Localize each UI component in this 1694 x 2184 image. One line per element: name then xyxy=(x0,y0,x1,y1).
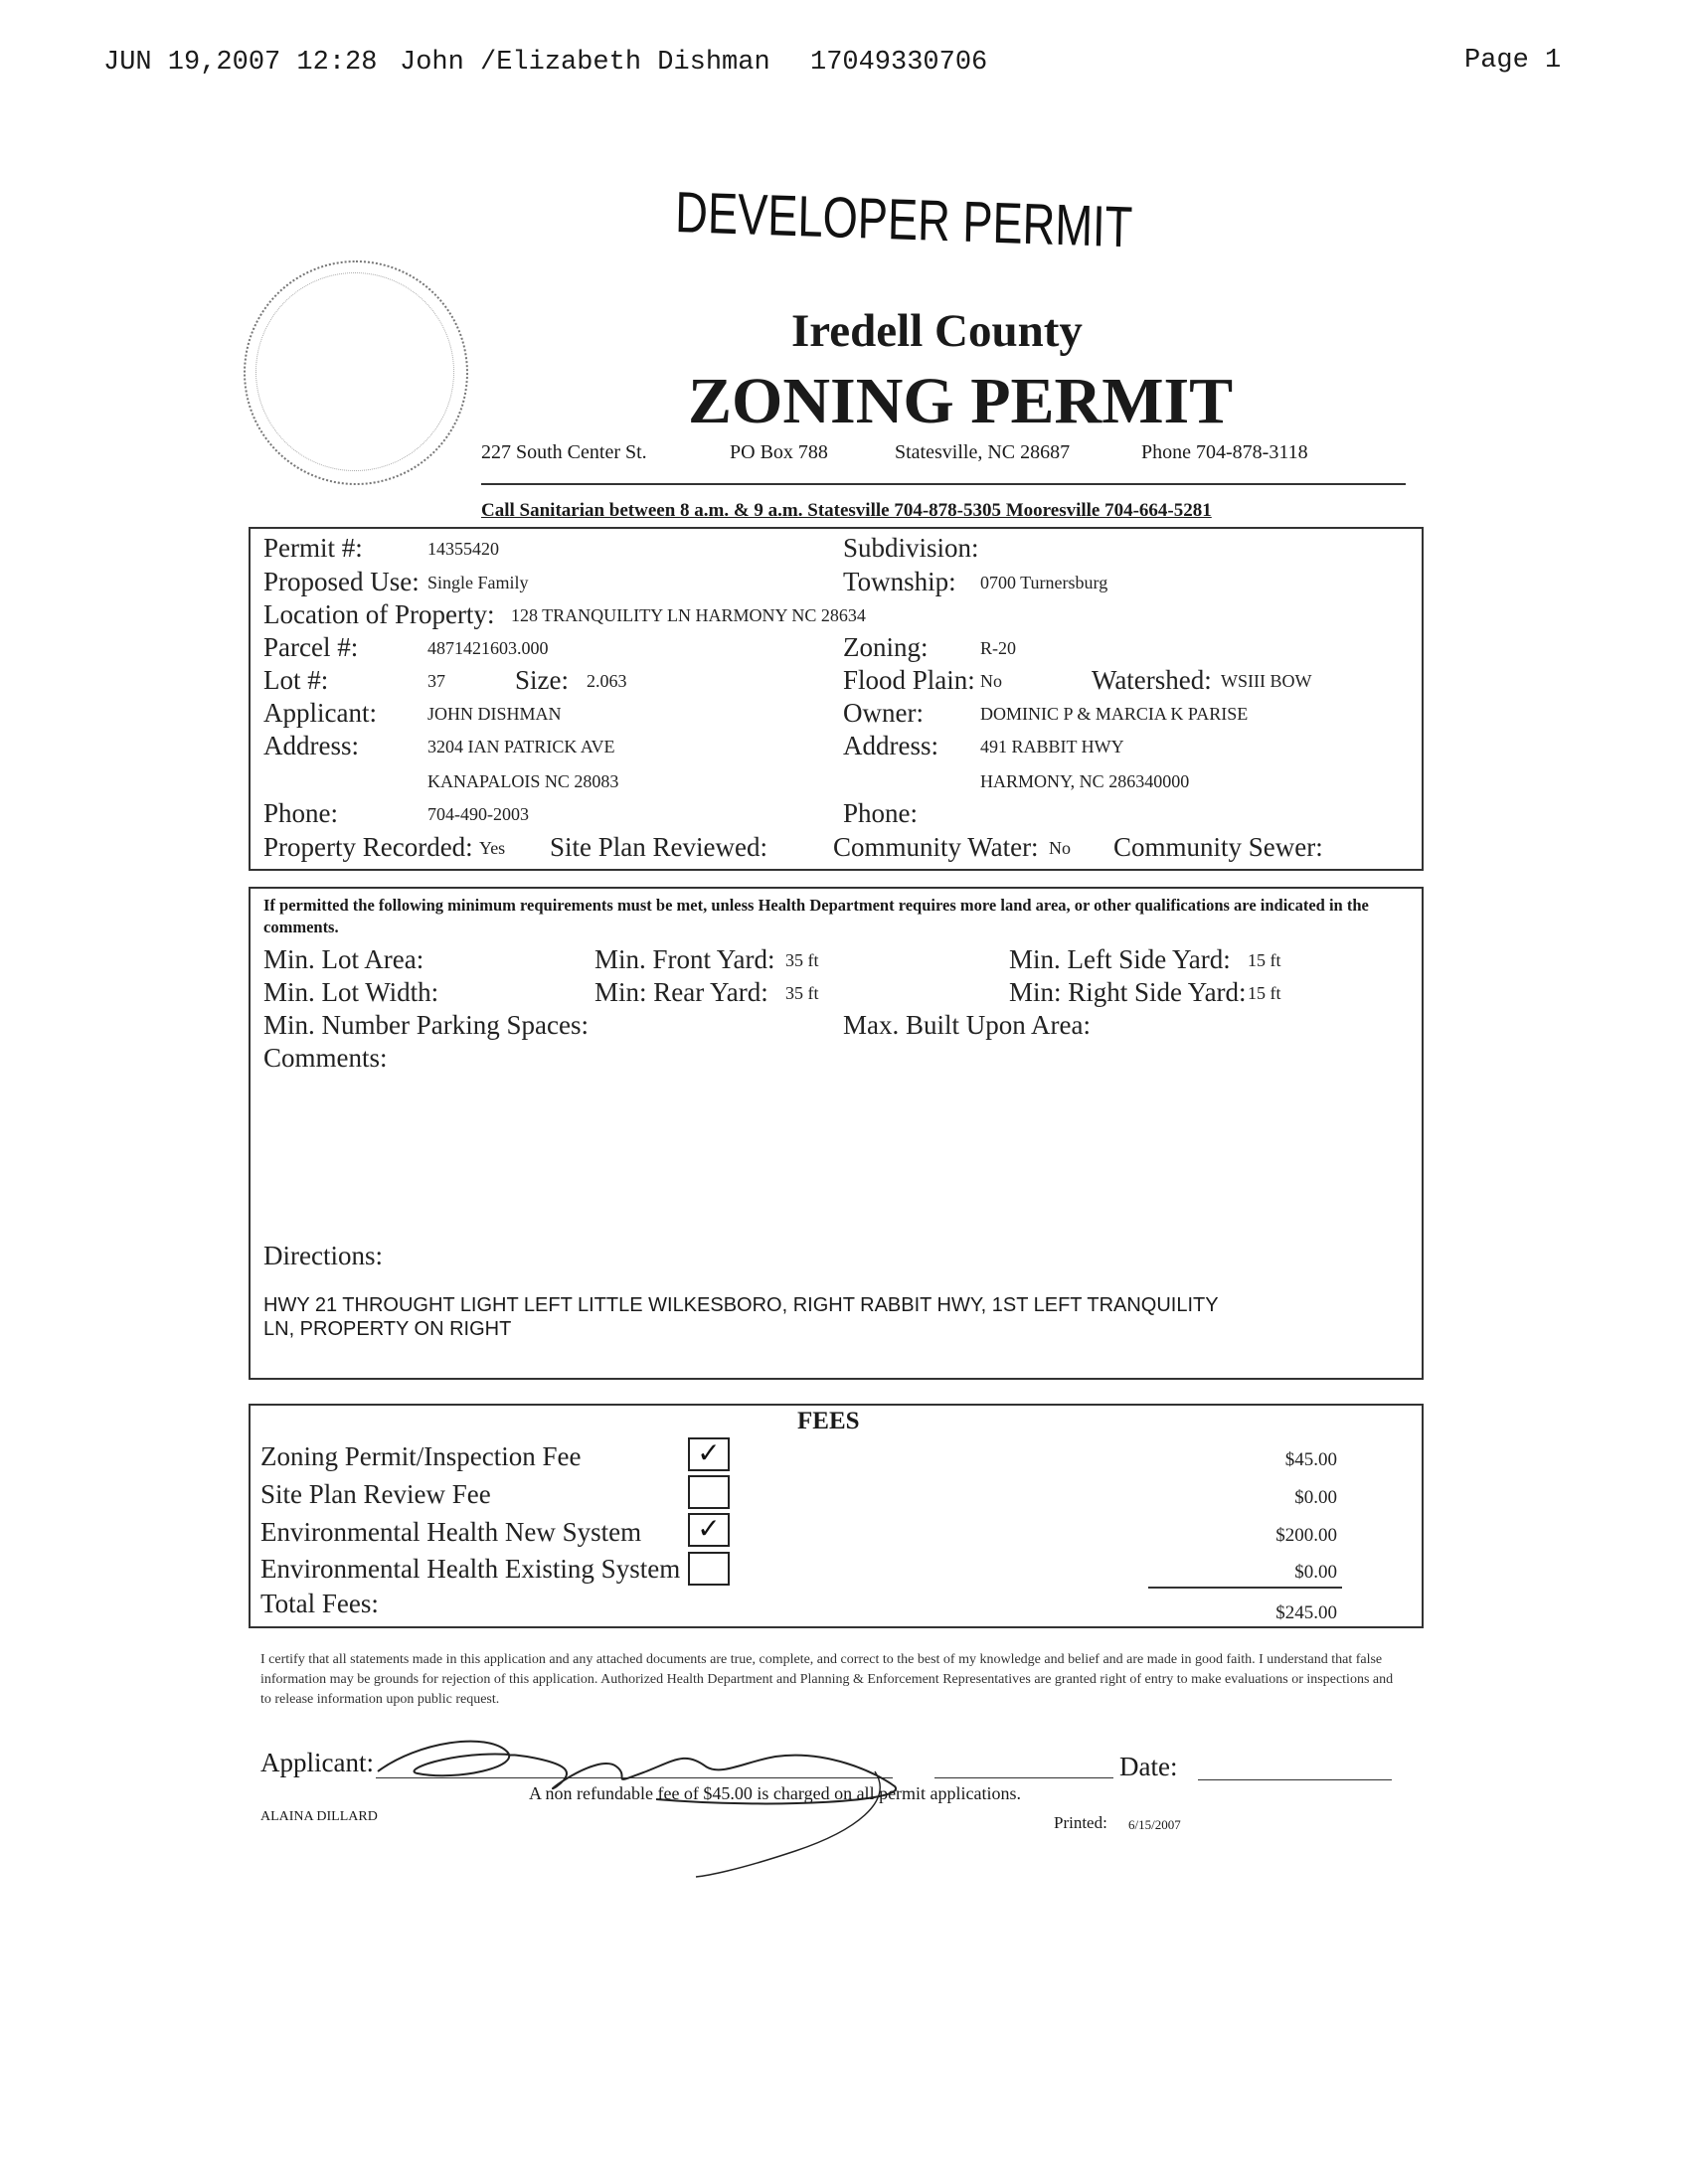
office-phone: Phone 704-878-3118 xyxy=(1141,441,1308,463)
min-right-side-yard-label: Min: Right Side Yard: xyxy=(1009,977,1247,1007)
fax-sender: John /Elizabeth Dishman xyxy=(400,48,770,78)
fee-site-plan-amount: $0.00 xyxy=(1294,1487,1337,1508)
applicant-phone-value: 704-490-2003 xyxy=(427,804,529,824)
permit-number-label: Permit #: xyxy=(263,533,363,563)
parcel-value: 4871421603.000 xyxy=(427,638,549,658)
developer-permit-stamp: DEVELOPER PERMIT xyxy=(674,179,1133,260)
flood-plain-value: No xyxy=(980,671,1002,691)
clerk-name: ALAINA DILLARD xyxy=(260,1809,378,1824)
min-left-side-yard-label: Min. Left Side Yard: xyxy=(1009,944,1231,974)
office-city: Statesville, NC 28687 xyxy=(895,441,1071,463)
owner-address-line1: 491 RABBIT HWY xyxy=(980,737,1124,756)
owner-value: DOMINIC P & MARCIA K PARISE xyxy=(980,704,1249,724)
fees-box xyxy=(249,1404,1424,1628)
applicant-address-line2: KANAPALOIS NC 28083 xyxy=(427,771,619,791)
location-label: Location of Property: xyxy=(263,599,495,629)
fee-zoning-checkbox[interactable]: ✓ xyxy=(688,1437,730,1471)
total-fees-label: Total Fees: xyxy=(260,1589,379,1618)
zoning-value: R-20 xyxy=(980,638,1016,658)
owner-phone-label: Phone: xyxy=(843,798,919,828)
size-label: Size: xyxy=(515,665,569,695)
fee-zoning-label: Zoning Permit/Inspection Fee xyxy=(260,1441,582,1471)
parcel-label: Parcel #: xyxy=(263,632,359,662)
office-street: 227 South Center St. xyxy=(481,441,647,463)
applicant-value: JOHN DISHMAN xyxy=(427,704,562,724)
county-seal xyxy=(244,260,468,485)
non-refundable-fee-note: A non refundable fee of $45.00 is charged on all permit applications. xyxy=(529,1783,1022,1803)
fax-page-number: Page 1 xyxy=(1464,46,1562,76)
directions-label: Directions: xyxy=(263,1241,383,1270)
subdivision-label: Subdivision: xyxy=(843,533,979,563)
applicant-phone-label: Phone: xyxy=(263,798,339,828)
owner-address-line2: HARMONY, NC 286340000 xyxy=(980,771,1190,791)
printed-label: Printed: xyxy=(1054,1813,1107,1832)
fee-env-existing-label: Environmental Health Existing System xyxy=(260,1554,681,1584)
applicant-address-label: Address: xyxy=(263,731,359,760)
date-line xyxy=(1198,1779,1392,1780)
fee-env-existing-checkbox[interactable] xyxy=(688,1552,730,1586)
min-front-yard-value: 35 ft xyxy=(785,950,819,970)
max-built-area-label: Max. Built Upon Area: xyxy=(843,1010,1091,1040)
watershed-value: WSIII BOW xyxy=(1221,671,1312,691)
applicant-signature-label: Applicant: xyxy=(260,1748,374,1777)
date-prefix-line xyxy=(934,1777,1113,1778)
fee-site-plan-label: Site Plan Review Fee xyxy=(260,1479,491,1509)
property-recorded-value: Yes xyxy=(479,838,506,858)
fee-env-new-label: Environmental Health New System xyxy=(260,1517,642,1547)
min-left-side-yard-value: 15 ft xyxy=(1248,950,1281,970)
sanitarian-note: Call Sanitarian between 8 a.m. & 9 a.m. Statesville 704-878-5305 Mooresville 704-664-5281 xyxy=(481,500,1212,521)
seal-inner-ring xyxy=(255,272,454,471)
fee-env-new-amount: $200.00 xyxy=(1275,1525,1337,1546)
lot-value: 37 xyxy=(427,671,445,691)
min-lot-width-label: Min. Lot Width: xyxy=(263,977,439,1007)
proposed-use-label: Proposed Use: xyxy=(263,567,420,596)
printed-date: 6/15/2007 xyxy=(1128,1817,1181,1832)
owner-label: Owner: xyxy=(843,698,924,728)
fee-zoning-amount: $45.00 xyxy=(1284,1449,1337,1470)
min-rear-yard-value: 35 ft xyxy=(785,983,819,1003)
applicant-label: Applicant: xyxy=(263,698,377,728)
flood-plain-label: Flood Plain: xyxy=(843,665,975,695)
zoning-label: Zoning: xyxy=(843,632,929,662)
min-right-side-yard-value: 15 ft xyxy=(1248,983,1281,1003)
applicant-address-line1: 3204 IAN PATRICK AVE xyxy=(427,737,615,756)
township-label: Township: xyxy=(843,567,956,596)
total-fees-amount: $245.00 xyxy=(1275,1602,1337,1623)
fax-datetime: JUN 19,2007 12:28 xyxy=(103,48,378,78)
office-po-box: PO Box 788 xyxy=(730,441,828,463)
fee-site-plan-checkbox[interactable] xyxy=(688,1475,730,1509)
watershed-label: Watershed: xyxy=(1092,665,1212,695)
parking-spaces-label: Min. Number Parking Spaces: xyxy=(263,1010,589,1040)
community-water-value: No xyxy=(1049,838,1071,858)
comments-label: Comments: xyxy=(263,1043,388,1073)
owner-address-label: Address: xyxy=(843,731,938,760)
min-rear-yard-label: Min: Rear Yard: xyxy=(594,977,768,1007)
fee-subtotal-rule xyxy=(1148,1587,1342,1589)
fax-number: 17049330706 xyxy=(810,48,988,78)
property-recorded-label: Property Recorded: xyxy=(263,832,473,862)
township-value: 0700 Turnersburg xyxy=(980,573,1108,592)
lot-label: Lot #: xyxy=(263,665,329,695)
community-sewer-label: Community Sewer: xyxy=(1113,832,1323,862)
directions-line-2: LN, PROPERTY ON RIGHT xyxy=(263,1318,512,1340)
size-value: 2.063 xyxy=(587,671,627,691)
permit-number-value: 14355420 xyxy=(427,539,499,559)
proposed-use-value: Single Family xyxy=(427,573,529,592)
directions-line-1: HWY 21 THROUGHT LIGHT LEFT LITTLE WILKESBORO, RIGHT RABBIT HWY, 1ST LEFT TRANQUILITY xyxy=(263,1294,1219,1316)
min-front-yard-label: Min. Front Yard: xyxy=(594,944,775,974)
certification-text: I certify that all statements made in this application and any attached documents are true, complete, and correct to the best of my knowledge and belief and are made in good faith. I understand that false information may be grounds for rejection of this application. Authorized Health Department and Planning & Enforcement Representatives are granted right of entry to make evaluations or inspections and to release information upon public request. xyxy=(260,1652,1394,1707)
location-value: 128 TRANQUILITY LN HARMONY NC 28634 xyxy=(511,605,866,625)
fee-env-existing-amount: $0.00 xyxy=(1294,1562,1337,1583)
county-name: Iredell County xyxy=(791,305,1083,357)
fee-env-new-checkbox[interactable]: ✓ xyxy=(688,1513,730,1547)
header-rule xyxy=(481,483,1406,485)
fees-heading: FEES xyxy=(797,1408,860,1434)
site-plan-reviewed-label: Site Plan Reviewed: xyxy=(550,832,767,862)
permit-info-box xyxy=(249,527,1424,871)
date-label: Date: xyxy=(1119,1752,1178,1781)
requirements-intro: If permitted the following minimum requirements must be met, unless Health Department requires more land area, or other qualifications are indicated in the comments. xyxy=(263,896,1369,936)
community-water-label: Community Water: xyxy=(833,832,1039,862)
min-lot-area-label: Min. Lot Area: xyxy=(263,944,424,974)
document-title: ZONING PERMIT xyxy=(688,365,1234,437)
